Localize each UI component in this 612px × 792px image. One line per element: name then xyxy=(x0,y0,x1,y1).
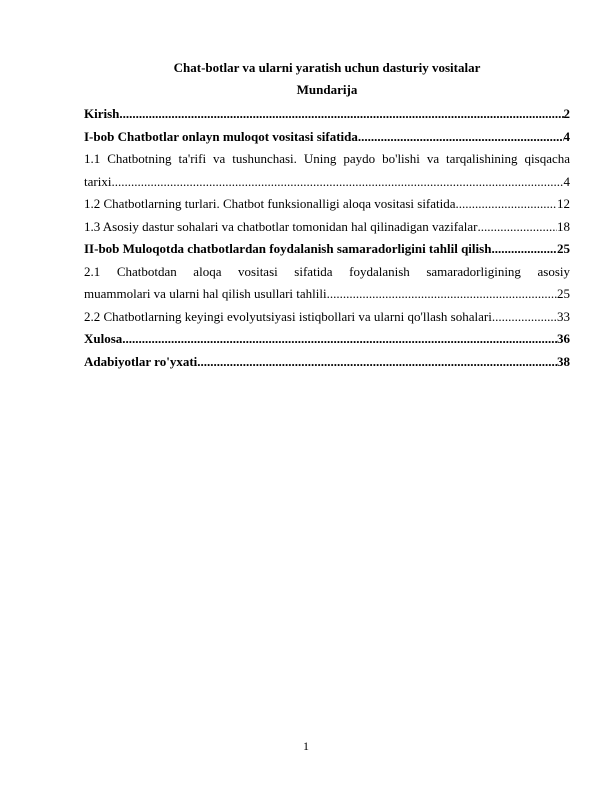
table-of-contents xyxy=(84,103,570,373)
toc-entry-page: 18 xyxy=(557,218,570,234)
toc-entry-1-1-line1[interactable] xyxy=(84,148,570,171)
toc-entry-label: 1.2 Chatbotlarning turlari. Chatbot funksionalligi aloqa vositasi sifatida xyxy=(84,196,456,211)
toc-entry-label: II-bob Muloqotda chatbotlardan foydalanish samaradorligini tahlil qilish xyxy=(84,241,492,256)
toc-entry-page: 12 xyxy=(557,196,570,211)
toc-leader-dots xyxy=(478,216,557,239)
toc-leader-dots xyxy=(122,328,557,351)
toc-entry-chapter-1[interactable] xyxy=(84,126,570,149)
toc-entry-label: muammolari va ularni hal qilish usullari tahlili xyxy=(84,286,327,301)
toc-entry-kirish[interactable] xyxy=(84,103,570,126)
page-number: 1 xyxy=(303,739,309,753)
toc-entry-adabiyotlar[interactable] xyxy=(84,351,570,374)
toc-leader-dots xyxy=(492,306,557,329)
toc-entry-label: I-bob Chatbotlar onlayn muloqot vositasi sifatida xyxy=(84,128,358,144)
toc-leader-dots xyxy=(197,351,557,374)
toc-entry-page: 4 xyxy=(563,128,570,144)
toc-leader-dots xyxy=(119,103,563,126)
toc-entry-page: 4 xyxy=(563,173,570,189)
toc-leader-dots xyxy=(111,171,563,194)
toc-entry-xulosa[interactable] xyxy=(84,328,570,351)
toc-entry-1-3[interactable] xyxy=(84,216,570,239)
toc-entry-label: 1.1 Chatbotning ta'rifi va tushunchasi. Uning paydo bo'lishi va tarqalishining qisqacha xyxy=(84,151,570,166)
toc-entry-page: 36 xyxy=(557,331,570,346)
toc-entry-2-2[interactable] xyxy=(84,306,570,329)
toc-entry-2-1-line1[interactable] xyxy=(84,261,570,284)
toc-leader-dots xyxy=(327,283,557,306)
toc-heading: Mundarija xyxy=(296,82,358,97)
toc-entry-label: tarixi xyxy=(84,173,112,189)
toc-entry-2-1-line2[interactable] xyxy=(84,283,570,306)
toc-entry-label: Adabiyotlar ro'yxati xyxy=(84,353,198,369)
toc-leader-dots xyxy=(491,238,557,261)
toc-leader-dots xyxy=(358,126,564,149)
document-title: Chat-botlar va ularni yaratish uchun dasturiy vositalar xyxy=(173,60,481,75)
toc-entry-chapter-2[interactable] xyxy=(84,238,570,261)
toc-leader-dots xyxy=(456,193,557,216)
toc-entry-label: 2.2 Chatbotlarning keyingi evolyutsiyasi istiqbollari va ularni qo'llash sohalari xyxy=(84,308,492,324)
toc-entry-page: 25 xyxy=(557,286,570,301)
toc-entry-page: 38 xyxy=(557,353,570,369)
toc-entry-page: 33 xyxy=(557,308,570,324)
toc-entry-page: 25 xyxy=(557,241,570,256)
toc-entry-page: 2 xyxy=(563,106,570,121)
toc-entry-label: Kirish xyxy=(84,106,120,121)
toc-entry-label: 1.3 Asosiy dastur sohalari va chatbotlar tomonidan hal qilinadigan vazifalar xyxy=(84,218,478,234)
toc-entry-1-2[interactable] xyxy=(84,193,570,216)
toc-entry-1-1-line2[interactable] xyxy=(84,171,570,194)
toc-entry-label: 2.1 Chatbotdan aloqa vositasi sifatida foydalanish samaradorligining asosiy xyxy=(84,263,570,279)
toc-entry-label: Xulosa xyxy=(84,331,123,346)
